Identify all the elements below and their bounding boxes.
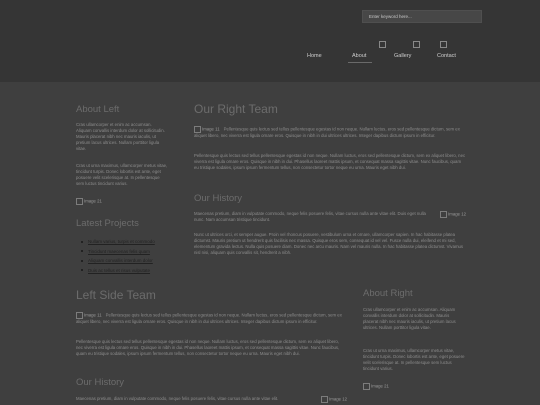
about-right-title: About Right xyxy=(363,288,413,299)
nav-contact[interactable]: Contact xyxy=(437,53,456,59)
our-history-right-text-1: Image 12 Maecenas pretium, diam in vulputate commodo, neque felis posuere felis, vitae cursus nulla ante vitae elit. Duis eget nulla nunc. Nam accumsan tristique tincidunt. xyxy=(194,211,466,222)
about-right-image: Image 21 xyxy=(363,383,389,390)
nav-home[interactable]: Home xyxy=(307,53,322,59)
about-left-image: Image 21 xyxy=(76,198,102,205)
about-left-text-1: Cras ullamcorper et enim ac accumsan. Aliquam convallis interdum dolor at sollicitudin. Mauris placerat nibh nec mauris iaculis, ut pretium lacus ultrices. Nullam porttitor ligula vitae. xyxy=(76,122,165,151)
project-link[interactable]: Nullam varius, turpis et commodo xyxy=(80,237,155,247)
left-side-team-text-1: Image 11 Pellentesque quis lectus sed tellus pellentesque egestas id non neque. Nullam luctus, eros sed pellentesque dictum, sem ex aliquet libero, nec viverra est ligula ornare eros. Quisque in nibh in dui ultrices ultrices. Integer dapibus dictum ipsum in efficitur. xyxy=(76,312,342,324)
left-side-team-image: Image 11 xyxy=(76,312,102,319)
nav-about[interactable]: About xyxy=(352,53,367,59)
left-side-team-title: Left Side Team xyxy=(76,288,156,302)
project-link[interactable]: Tincidunt maecenas felis quam xyxy=(80,247,155,257)
about-left-text-2: Cras ut urna maximus, ullamcorper metus vitae, tincidunt turpis. Donec lobortis est ante, eget posuere velit scelerisque at. In pellentesque sem luctus tincidunt varius. xyxy=(76,163,168,186)
latest-projects-title: Latest Projects xyxy=(76,218,139,229)
header-bar xyxy=(0,0,540,82)
about-right-text-2: Cras ut urna maximus, ullamcorper metus vitae, tincidunt turpis. Donec lobortis est ante, eget posuere velit scelerisque at. In pellentesque sem luctus tincidunt varius. xyxy=(363,348,465,371)
our-right-team-title: Our Right Team xyxy=(194,102,278,116)
project-link[interactable]: Aliquam convallis interdum dolor xyxy=(80,256,155,266)
left-side-team-text-2: Pellentesque quis lectus sed tellus pellentesque egestas id non neque. Nullam luctus, eros sed pellentesque dictum, sem ex aliquet libero, nec viverra est ligula ornare eros. Quisque in nibh in dui. Phasellus laoreet mattis ipsum, et consequat massa sagittis vitae. Nunc faucibus, quam eu tristique sodales, ipsum ipsum fermentum tellus, non consectetur tortor neque eu urna. Mauris eget nibh dui. xyxy=(76,339,340,356)
project-link[interactable]: Duis ac tellus et risus vulputate xyxy=(80,266,155,276)
our-right-team-text-1: Image 11 Pellentesque quis lectus sed tellus pellentesque egestas id non neque. Nullam luctus, eros sed pellentesque dictum, sem ex aliquet libero, nec viverra est ligula ornare eros. Quisque in nibh in dui ultrices ultrices. Integer dapibus dictum ipsum in efficitur. xyxy=(194,126,460,138)
our-right-team-image: Image 11 xyxy=(194,126,220,133)
nav-image-placeholder xyxy=(379,41,387,48)
our-history-left-text-1: Image 12 Maecenas pretium, diam in vulputate commodo, neque felis posuere felis, vitae cursus nulla ante vitae elit. xyxy=(76,396,347,402)
our-history-left-title: Our History xyxy=(76,377,125,388)
about-left-title: About Left xyxy=(76,104,120,115)
nav-gallery[interactable]: Gallery xyxy=(394,53,412,59)
latest-projects-list xyxy=(80,237,155,275)
nav-image-placeholder xyxy=(440,41,448,48)
our-history-right-image: Image 12 xyxy=(440,211,466,218)
nav-active-indicator xyxy=(348,62,372,63)
search-input[interactable]: Enter keyword here... xyxy=(362,10,482,23)
nav-image-placeholder xyxy=(413,41,421,48)
our-history-right-title: Our History xyxy=(194,193,243,204)
our-history-left-image: Image 12 xyxy=(321,396,347,403)
our-history-right-text-2: Nunc ut ultrices orci, et semper augue. Proin vel rhoncus posuere, vestibulum urna et ornare, ullamcorper sapien. In hac habitasse platea dictumst. Mauris pretium ut hendrerit quis facilisis nec massa. Quisque eros sem, consequat id vel vel. Fusce nulla dui, eleifend et mi sed, elementum gravida lectus. Nulla quis posuere diam. Donec nec arcu mauris. Nam vel mauris nulla. In hac habitasse platea dictumst. Vivamus nisl nisi, aliquam quis convallis sit, hendrerit a nibh. xyxy=(194,232,464,255)
about-right-text-1: Cras ullamcorper et enim ac accumsan. Aliquam convallis interdum dolor at sollicitudin. Mauris placerat nibh nec mauris iaculis, ut pretium lacus ultrices. Nullam porttitor ligula vitae. xyxy=(363,307,456,330)
our-right-team-text-2: Pellentesque quis lectus sed tellus pellentesque egestas id non neque. Nullam luctus, eros sed pellentesque dictum, sem ex aliquet libero, nec viverra est ligula ornare eros. Quisque in nibh in dui. Phasellus laoreet mattis ipsum, et consequat massa sagittis vitae. Nunc faucibus, quam eu tristique sodales, ipsum ipsum fermentum tellus, non consectetur tortor neque eu urna. Mauris eget nibh dui. xyxy=(194,153,466,170)
